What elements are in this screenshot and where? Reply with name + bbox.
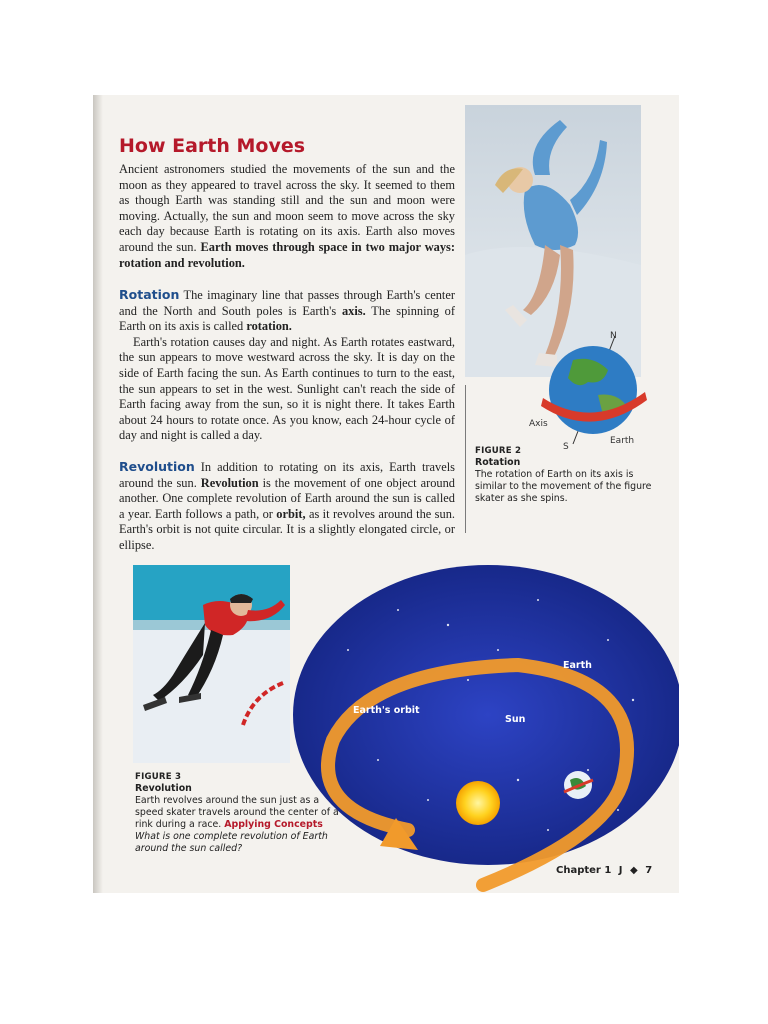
earth-orbit-diagram <box>288 530 679 893</box>
orbit-label: Earth's orbit <box>353 705 420 716</box>
globe-label-earth: Earth <box>610 436 635 446</box>
figure-2-caption <box>475 445 655 505</box>
column-divider <box>465 385 466 533</box>
figure-2-label: FIGURE 2 <box>475 446 522 456</box>
rotation-subheading: Rotation <box>119 287 180 302</box>
earth-orbit-label: Earth <box>563 660 592 671</box>
globe-label-north: N <box>610 331 617 341</box>
diamond-separator-icon: ◆ <box>630 865 638 876</box>
rotation-day-night-text: Earth's rotation causes day and night. As Earth rotates eastward, the sun appears to move westward across the sky. It is day on the side of Earth facing the sun. As Earth continues to turn to the east, the sun appears to set in the west. Sunlight can't reach the side of Earth facing away from the sun, so it is night there. It takes Earth about 24 hours to rotate once. As you know, each 24-hour cycle of day and night is called a day. <box>119 334 455 443</box>
page-gutter-shadow <box>93 95 103 893</box>
figure-2-title: Rotation <box>475 457 521 468</box>
textbook-page <box>93 95 679 893</box>
orbit-term: orbit, <box>276 506 306 521</box>
figure-3-title: Revolution <box>135 783 192 794</box>
revolution-text-c: as it revolves around the sun. Earth's orbit is not quite circular. It is a slightly elongated circle, or ellipse. <box>119 506 455 552</box>
page-footer <box>556 865 652 876</box>
revolution-subheading: Revolution <box>119 459 195 474</box>
rotation-term-rotation: rotation. <box>246 319 292 334</box>
page-number: 7 <box>645 865 653 876</box>
chapter-letter: J <box>618 865 623 876</box>
intro-text: Ancient astronomers studied the movements of the sun and the moon as they appeared to travel across the sky. It seemed to them as though Earth was standing still and the sun and moon were moving. Actually, the sun and moon seem to move across the sky each day because Earth is rotating on its axis. Earth also moves around the sun. <box>119 162 455 254</box>
figure-3-label: FIGURE 3 <box>135 772 182 782</box>
sun-label: Sun <box>505 714 526 725</box>
rotation-text-b: The spinning of Earth on its axis is called <box>119 303 455 334</box>
rotation-paragraph <box>119 287 455 444</box>
speed-skater-photo <box>133 565 290 763</box>
chapter-label: Chapter 1 <box>556 865 612 876</box>
revolution-term: Revolution <box>200 475 259 490</box>
revolution-text-b: is the movement of one object around another. One complete revolution of Earth around the sun is called a year. Earth follows a path, or <box>119 475 455 521</box>
rotation-text-a: The imaginary line that passes through Earth's center and the North and South poles is Earth's <box>119 288 455 318</box>
figure-3-caption-text: Earth revolves around the sun just as a speed skater travels around the center of a rink during a race. <box>135 795 339 830</box>
rotating-earth-globe <box>533 330 653 450</box>
intro-paragraph <box>119 162 455 271</box>
revolution-text-a: In addition to rotating on its axis, Earth travels around the sun. <box>119 460 455 490</box>
rotation-term-axis: axis. <box>341 303 366 318</box>
figure-2-caption-text: The rotation of Earth on its axis is similar to the movement of the figure skater as she spins. <box>475 469 652 504</box>
globe-label-south: S <box>563 442 569 452</box>
intro-key-concept: Earth moves through space in two major ways: rotation and revolution. <box>119 239 455 270</box>
applying-concepts-question: What is one complete revolution of Earth around the sun called? <box>135 831 328 854</box>
applying-concepts-label: Applying Concepts <box>224 819 323 830</box>
globe-label-axis: Axis <box>529 419 548 429</box>
section-heading: How Earth Moves <box>119 135 306 157</box>
